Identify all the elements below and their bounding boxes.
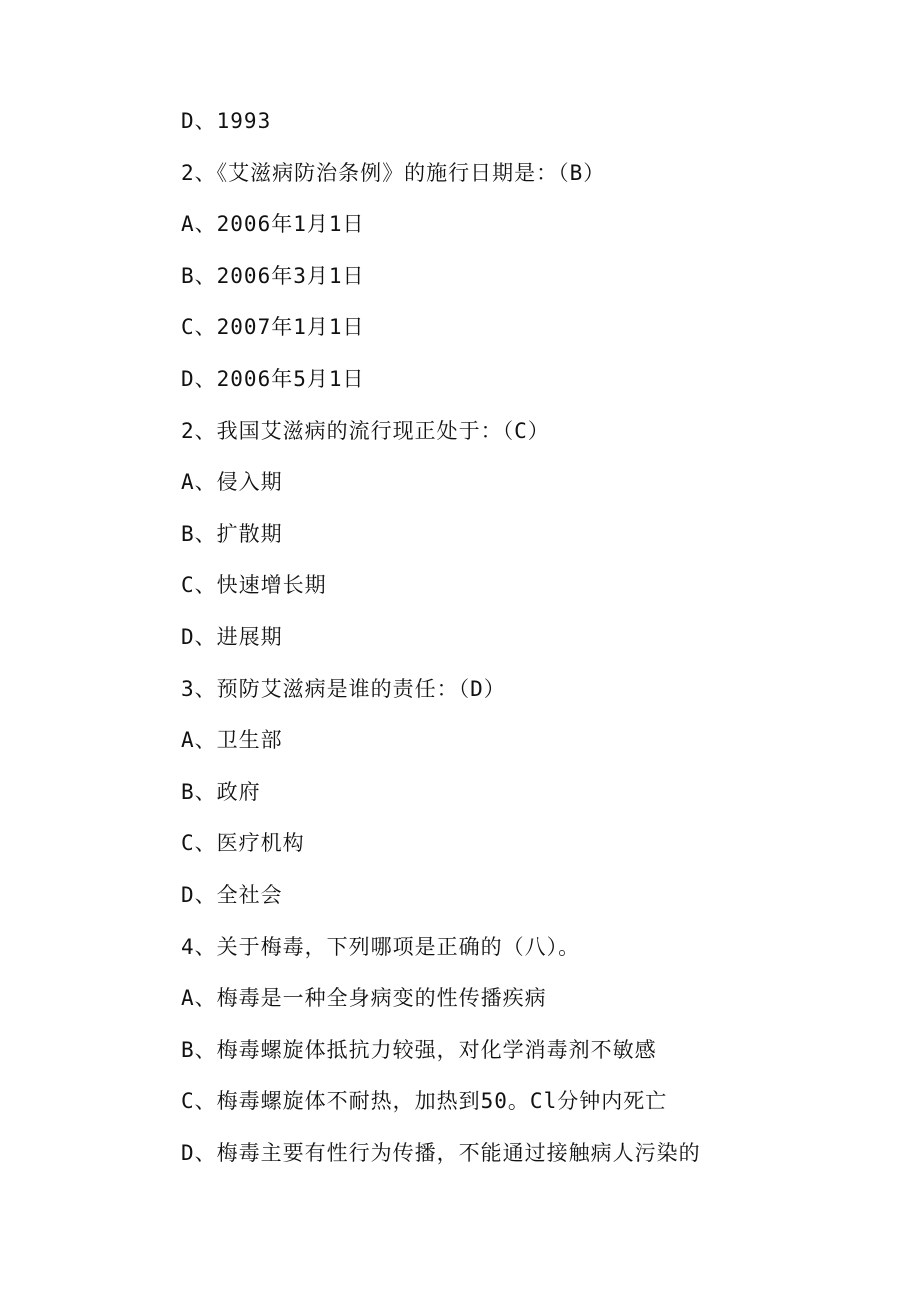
option-d-line: D、全社会 xyxy=(181,882,283,907)
option-b-line: B、2006年3月1日 xyxy=(181,263,365,288)
option-d-line: D、进展期 xyxy=(181,624,283,649)
question-line: 4、关于梅毒，下列哪项是正确的（八）。 xyxy=(181,934,581,959)
option-d-line: D、梅毒主要有性行为传播，不能通过接触病人污染的 xyxy=(181,1140,701,1165)
option-a-line: A、梅毒是一种全身病变的性传播疾病 xyxy=(181,986,547,1011)
question-line: 3、预防艾滋病是谁的责任：（D） xyxy=(181,676,506,701)
option-c-line: C、梅毒螺旋体不耐热，加热到50。Cl分钟内死亡 xyxy=(181,1089,668,1114)
option-a-line: A、2006年1月1日 xyxy=(181,212,365,237)
option-b-line: B、政府 xyxy=(181,779,261,804)
question-line: 2、我国艾滋病的流行现正处于：（C） xyxy=(181,418,550,443)
option-b-line: B、扩散期 xyxy=(181,521,283,546)
option-c-line: C、快速增长期 xyxy=(181,573,327,598)
option-a-line: A、侵入期 xyxy=(181,470,283,495)
option-c-line: C、医疗机构 xyxy=(181,831,305,856)
option-b-line: B、梅毒螺旋体抵抗力较强，对化学消毒剂不敏感 xyxy=(181,1037,657,1062)
option-c-line: C、2007年1月1日 xyxy=(181,315,365,340)
question-line: 2、《艾滋病防治条例》的施行日期是：（B） xyxy=(181,160,606,185)
option-d-line: D、1993 xyxy=(181,109,272,133)
question-list xyxy=(181,103,881,1186)
option-d-line: D、2006年5月1日 xyxy=(181,366,365,391)
option-a-line: A、卫生部 xyxy=(181,728,283,753)
